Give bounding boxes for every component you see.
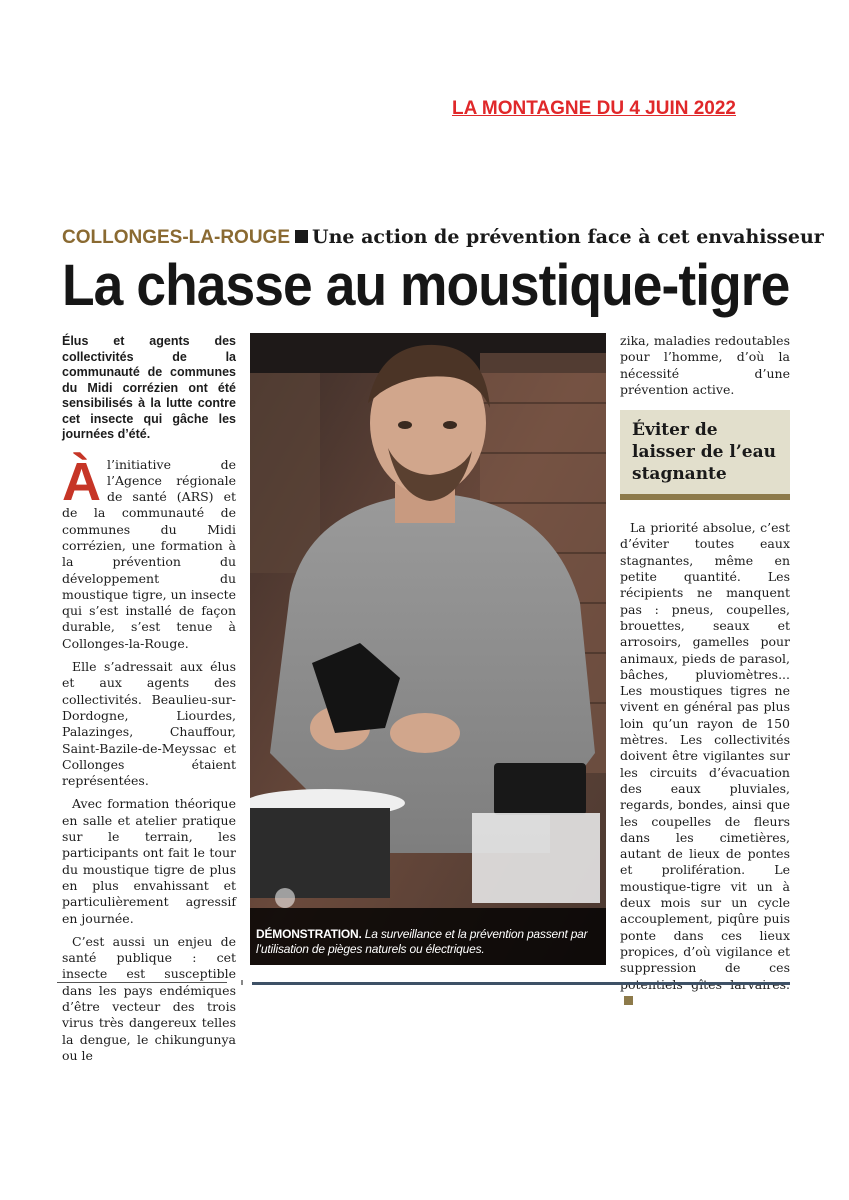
kicker bbox=[62, 226, 824, 249]
body-paragraph-1-text: l’initiative de l’Agence régionale de santé (ARS) et de la communauté de communes du Midi corrézien, une formation à la prévention du développement du moustique tigre, un insecte qui s’est installé de façon durable, s’est tenue à Collonges-la-Rouge. bbox=[62, 456, 236, 651]
photo-caption bbox=[256, 927, 600, 957]
body-paragraph-4: C’est aussi un enjeu de santé publique : cet insecte est susceptible dans les pays endémiques d’être vecteur des trois virus très dangereux telles la dengue, le chikungunya ou le bbox=[62, 933, 236, 1063]
body-paragraph-1 bbox=[62, 451, 236, 653]
caption-label: DÉMONSTRATION. bbox=[256, 927, 362, 941]
bottom-rule-left bbox=[57, 982, 227, 983]
lead-paragraph: Élus et agents des collectivités de la communauté de communes du Midi corrézien ont été sensibilisés à la lutte contre cet insecte qui gâche les journées d’été. bbox=[62, 334, 236, 441]
article-photo bbox=[250, 333, 606, 965]
bottom-rule-right bbox=[252, 982, 790, 985]
kicker-location: COLLONGES-LA-ROUGE bbox=[62, 227, 290, 248]
headline: La chasse au moustique-tigre bbox=[62, 253, 790, 318]
end-mark-icon bbox=[624, 996, 633, 1005]
body-paragraph-5-text: La priorité absolue, c’est d’éviter toutes eaux stagnantes, même en petite quantité. Les récipients ne manquent pas : pneus, coupelles, brouettes, seaux et arrosoirs, gamelles pour animaux, pieds de parasol, bâches, pluviomètres... Les moustiques tigres ne vivent en général pas plus loin qu’un rayon de 150 mètres. Les collectivités doivent être vigilantes sur les circuits d’évacuation des eaux pluviales, regards, bondes, ainsi que les coupelles de fleurs dans les cimetières, autant de lieux de pontes et prolifération. Le moustique-tigre vit un à deux mois sur un cycle accouplement, piqûre puis ponte dans ces lieux propices, d’où vigilance et suppression de ces potentiels gîtes larvaires. bbox=[620, 520, 790, 992]
drop-cap: À bbox=[62, 451, 101, 512]
kicker-subtitle: Une action de prévention face à cet envahisseur bbox=[312, 226, 824, 248]
article-column-3 bbox=[620, 333, 790, 1016]
body-paragraph-4-continued: zika, maladies redoutables pour l’homme, d’où la nécessité d’une prévention active. bbox=[620, 333, 790, 397]
square-bullet-icon bbox=[295, 230, 308, 243]
body-paragraph-3: Avec formation théorique en salle et atelier pratique sur le terrain, les participants ont fait le tour du moustique tigre de plus en plus envahissant et particulièrement agressif en journée. bbox=[62, 796, 236, 926]
bottom-rule-tick bbox=[241, 980, 243, 985]
body-paragraph-2: Elle s’adressait aux élus et aux agents des collectivités. Beaulieu-sur-Dordogne, Liourdes, Palazinges, Chauffour, Saint-Bazile-de-Meyssac et Collonges étaient représentées. bbox=[62, 659, 236, 789]
photo-illustration bbox=[250, 333, 606, 965]
article-column-1 bbox=[62, 334, 236, 1071]
body-paragraph-5 bbox=[620, 520, 790, 1009]
intertitle-box: Éviter de laisser de l’eau stagnante bbox=[620, 410, 790, 500]
caption-text: La surveillance et la prévention passent par l’utilisation de pièges naturels ou électriques. bbox=[256, 927, 588, 956]
source-header: LA MONTAGNE DU 4 JUIN 2022 bbox=[452, 98, 736, 119]
